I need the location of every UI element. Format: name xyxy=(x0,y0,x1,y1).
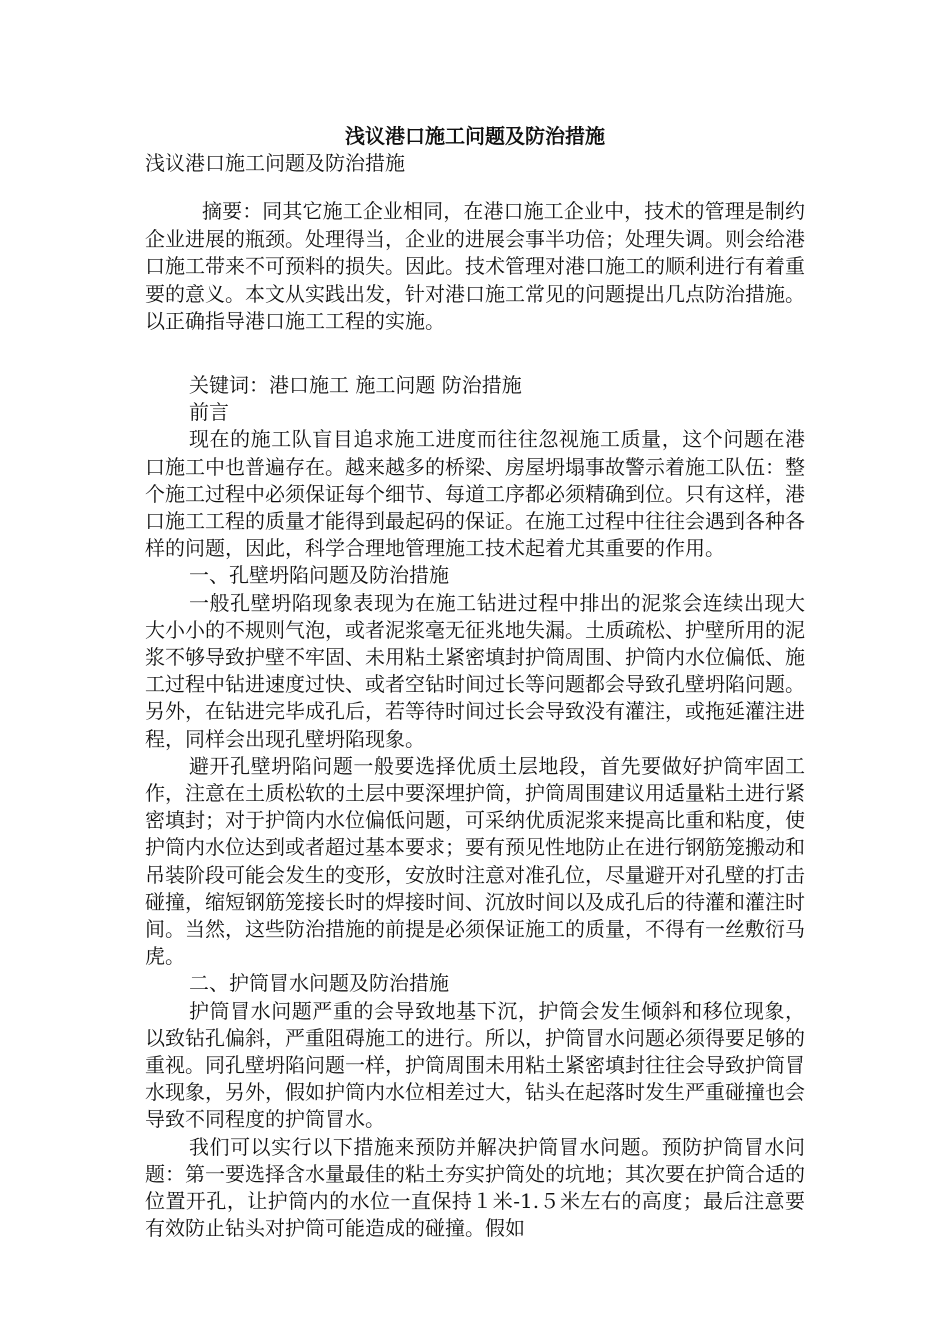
section1-paragraph-2: 避开孔壁坍陷问题一般要选择优质土层地段，首先要做好护筒牢固工作，注意在土质松软的土层中要深埋护筒，护筒周围建议用适量粘土进行紧密填封；对于护筒内水位偏低问题，可采纳优质泥浆来提高比重和粘度，使护筒内水位达到或者超过基本要求；要有预见性地防止在进行钢筋笼搬动和吊装阶段可能会发生的变形，安放时注意对准孔位，尽量避开对孔壁的打击碰撞，缩短钢筋笼接长时的焊接时间、沉放时间以及成孔后的待灌和灌注时间。当然，这些防治措施的前提是必须保证施工的质量，不得有一丝敷衍马虎。 xyxy=(145,753,805,969)
abstract-section xyxy=(145,198,805,336)
section2-paragraph-2: 我们可以实行以下措施来预防并解决护筒冒水问题。预防护筒冒水问题：第一要选择含水量最佳的粘土夯实护筒处的坑地；其次要在护筒合适的位置开孔，让护筒内的水位一直保持１米-1.５米左右的高度；最后注意要有效防止钻头对护筒可能造成的碰撞。假如 xyxy=(145,1134,805,1241)
section2-paragraph-1: 护筒冒水问题严重的会导致地基下沉，护筒会发生倾斜和移位现象，以致钻孔偏斜，严重阻碍施工的进行。所以，护筒冒水问题必须得要足够的重视。同孔壁坍陷问题一样，护筒周围未用粘土紧密填封往往会导致护筒冒水现象，另外，假如护筒内水位相差过大，钻头在起落时发生严重碰撞也会导致不同程度的护筒冒水。 xyxy=(145,998,805,1132)
body-section xyxy=(145,372,805,1243)
section2-heading: 二、护筒冒水问题及防治措施 xyxy=(189,971,449,996)
section1-heading: 一、孔壁坍陷问题及防治措施 xyxy=(189,563,449,588)
preface-paragraph: 现在的施工队盲目追求施工进度而往往忽视施工质量，这个问题在港口施工中也普遍存在。越来越多的桥梁、房屋坍塌事故警示着施工队伍：整个施工过程中必须保证每个细节、每道工序都必须精确到位。只有这样，港口施工工程的质量才能得到最起码的保证。在施工过程中往往会遇到各种各样的问题，因此，科学合理地管理施工技术起着尤其重要的作用。 xyxy=(145,427,805,561)
abstract-paragraph: 摘要：同其它施工企业相同，在港口施工企业中，技术的管理是制约企业进展的瓶颈。处理得当，企业的进展会事半功倍；处理失调。则会给港口施工带来不可预料的损失。因此。技术管理对港口施工的顺利进行有着重要的意义。本文从实践出发，针对港口施工常见的问题提出几点防治措施。以正确指导港口施工工程的实施。 xyxy=(145,199,805,333)
preface-heading: 前言 xyxy=(189,400,229,425)
keywords-line: 关键词：港口施工 施工问题 防治措施 xyxy=(189,373,522,397)
section1-paragraph-1: 一般孔壁坍陷现象表现为在施工钻进过程中排出的泥浆会连续出现大大小小的不规则气泡，或者泥浆毫无征兆地失漏。土质疏松、护壁所用的泥浆不够导致护壁不牢固、未用粘土紧密填封护筒周围、护筒内水位偏低、施工过程中钻进速度过快、或者空钻时间过长等问题都会导致孔壁坍陷问题。另外，在钻进完毕成孔后，若等待时间过长会导致没有灌注，或拖延灌注进程，同样会出现孔壁坍陷现象。 xyxy=(145,590,805,751)
document-title: 浅议港口施工问题及防治措施 xyxy=(345,124,605,148)
document-subtitle: 浅议港口施工问题及防治措施 xyxy=(145,151,405,175)
